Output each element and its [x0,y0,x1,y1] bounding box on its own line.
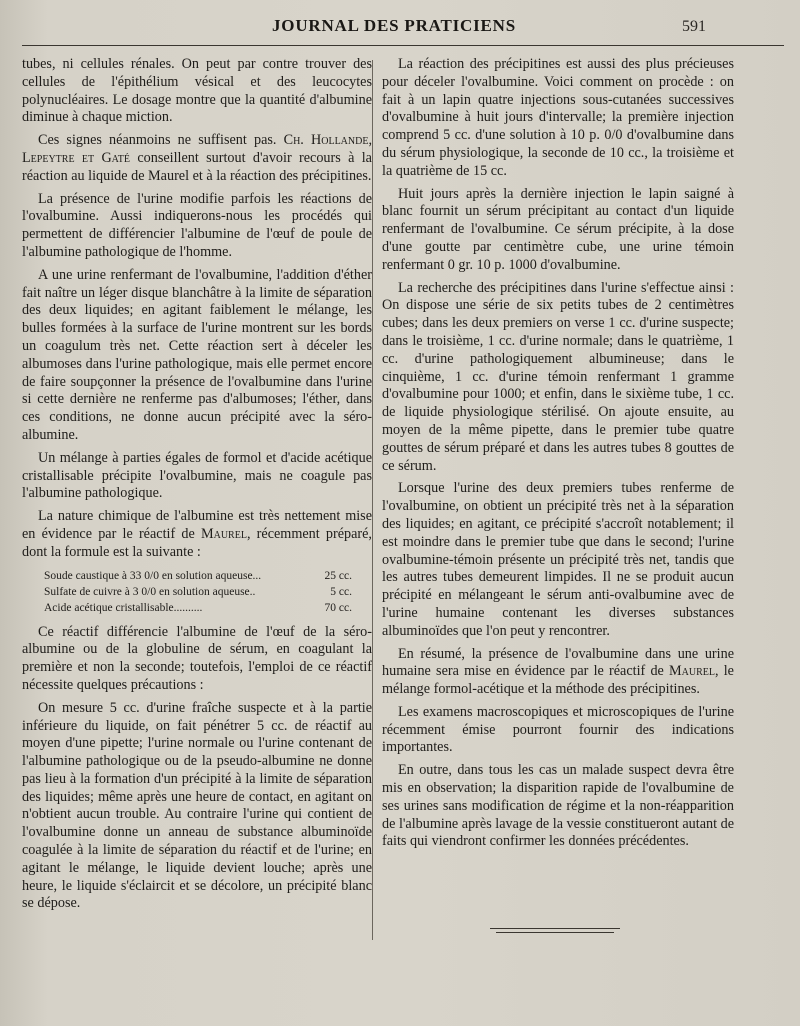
formula-row [22,600,372,616]
formula-qty: 5 cc. [330,585,352,598]
end-rule [490,928,620,929]
text-run: En résumé, la présence de l'ovalbumine dans une urine humaine sera mise en évidence par le réactif de [382,645,734,680]
text-run: , récemment préparé, dont la formule est la suivante : [22,525,372,560]
paragraph: La réaction des précipitines est aussi des plus précieuses pour déceler l'ovalbumine. Voici comment on procède : on fait à un lapin quatre injections sous-cutanées successives d'ovalbumine à huit jours d'intervalle; la première injection comprend 5 cc. d'une solution à 10 p. 0/0 d'ovalbumine dans du sérum physiologique, la seconde de 10 cc., la troisième et la quatrième de 15 cc. [382,56,734,179]
right-column [382,56,734,856]
paragraph [382,646,734,699]
author-name: Maurel [200,525,247,542]
left-column [22,56,372,918]
formula-qty: 25 cc. [324,569,352,582]
paragraph: Ce réactif différencie l'albumine de l'œuf de la séro-albumine ou de la globuline de sérum, en coagulant la première et non la seconde; toutefois, l'emploi de ce réactif nécessite quelques précautions : [22,623,372,693]
journal-title: JOURNAL DES PRATICIENS [272,16,516,35]
author-name: Maurel [669,663,715,680]
column-divider [372,60,373,940]
paragraph: Un mélange à parties égales de formol et d'acide acétique cristallisable précipite l'ovalbumine, mais ne coagule pas l'albumine pathologique. [22,449,372,502]
paragraph [22,508,372,561]
paragraph: La recherche des précipitines dans l'urine s'effectue ainsi : On dispose une série de six petits tubes de 2 centimètres cubes; dans les deux premiers on verse 1 cc. d'urine suspecte; dans le troisième, 1 cc. d'urine normale; dans le quatrième, 1 cc. d'urine pathologiquement albumineuse; dans le cinquième, 1 cc. d'urine témoin renfermant 1 gramme d'ovalbumine pour 1000; et enfin, dans le sixième tube, 1 cc. de liquide physiologique stérilisé. On ajoute ensuite, au moyen de la même pipette, dans le premier tube quatre gouttes de sérum préparé et dans les autres tubes 8 gouttes de ce sérum. [382,279,734,474]
formula-item: Sulfate de cuivre à 3 0/0 en solution aqueuse.. [44,585,256,598]
reagent-formula [22,568,372,616]
formula-qty: 70 cc. [324,601,352,614]
formula-row [22,584,372,600]
text-run: La nature chimique de l'albumine est très nettement mise en évidence par le réactif de [22,508,372,542]
paragraph: Les examens macroscopiques et microscopiques de l'urine récemment émise pourront fournir des indications importantes. [382,703,734,756]
text-run: , le mélange formol-acétique et la méthode des précipitines. [382,663,734,698]
paragraph: En outre, dans tous les cas un malade suspect devra être mis en observation; la disparition rapide de l'ovalbumine de ses urines sans modification de régime et la non-réapparition de l'albumine après lavage de la vessie constitueront autant de faits qui viendront confirmer les données précédentes. [382,762,734,850]
paragraph: Lorsque l'urine des deux premiers tubes renferme de l'ovalbumine, on obtient un précipité très net à la séparation des liquides; en agitant, ce précipité s'accroît notablement; il est moindre dans le premier tube que dans le second; l'urine ovalbumine-témoin présente un précipité très net, tandis que les autres tubes demeurent limpides. Il ne se produit aucun précipité en mélangeant le sérum anti-ovalbumine avec de l'urine humaine contenant les diverses substances albuminoïdes que l'on peut y rencontrer. [382,480,734,639]
author-names: Ch. Hollande, Lepeytre et Gaté [22,132,372,166]
paragraph: La présence de l'urine modifie parfois les réactions de l'ovalbumine. Aussi indiquerons-nous les procédés qui permettent de différencier l'albumine de l'œuf de poule de l'albumine pathologique de l'homme. [22,190,372,260]
page-number: 591 [682,18,706,35]
paragraph: tubes, ni cellules rénales. On peut par contre trouver des cellules de l'épithélium vésical et des leucocytes polynucléaires. Le dosage montre que la quantité d'albumine diminue à chaque miction. [22,56,372,126]
end-rule [496,932,614,933]
running-header [0,14,800,44]
paragraph: On mesure 5 cc. d'urine fraîche suspecte et à la partie inférieure du liquide, on fait pénétrer 5 cc. de réactif au moyen d'une pipette; l'urine normale ou l'urine contenant de l'albumine pathologique ou de la pseudo-albumine ne donne pas lieu à la formation d'un précipité à la limite de séparation des liquides; même après une heure de contact, en agitant on n'obtient aucun trouble. Au contraire l'urine qui contient de l'ovalbumine donne un anneau de substance albuminoïde coagulée à la limite de séparation du réactif et de l'urine; en agitant le mélange, le liquide devient louche; après une heure, le liquide s'éclaircit et se décolore, un précipité blanc se dépose. [22,699,372,912]
header-rule [22,45,784,46]
text-run: Ces signes néanmoins ne suffisent pas. [38,132,284,149]
paragraph: Huit jours après la dernière injection le lapin saigné à blanc fournit un sérum précipitant au contact d'un liquide renfermant de l'ovalbumine. Ce sérum précipite, à la dose d'une goutte par centimètre cube, une urine témoin renfermant 0 gr. 10 p. 1000 d'ovalbumine. [382,185,734,273]
paragraph [22,132,372,185]
text-run: conseillent surtout d'avoir recours à la réaction au liquide de Maurel et à la réaction des précipitines. [22,149,372,184]
paragraph: A une urine renfermant de l'ovalbumine, l'addition d'éther fait naître un léger disque blanchâtre à la limite de séparation des deux liquides; en agitant faiblement le mélange, les bulles formées à la surface de l'urine montrent sur les bords un coagulum très net. Cette réaction sert à déceler les albumoses dans l'urine pathologique, mais elle permet encore de faire soupçonner la présence de l'ovalbumine dans l'urine si cette dernière ne renferme pas d'albumoses; l'éther, dans ces conditions, ne donne aucun précipité avec la séro-albumine. [22,266,372,443]
formula-row [22,568,372,584]
formula-item: Soude caustique à 33 0/0 en solution aqueuse... [44,569,262,582]
formula-item: Acide acétique cristallisable.......... [44,601,203,614]
